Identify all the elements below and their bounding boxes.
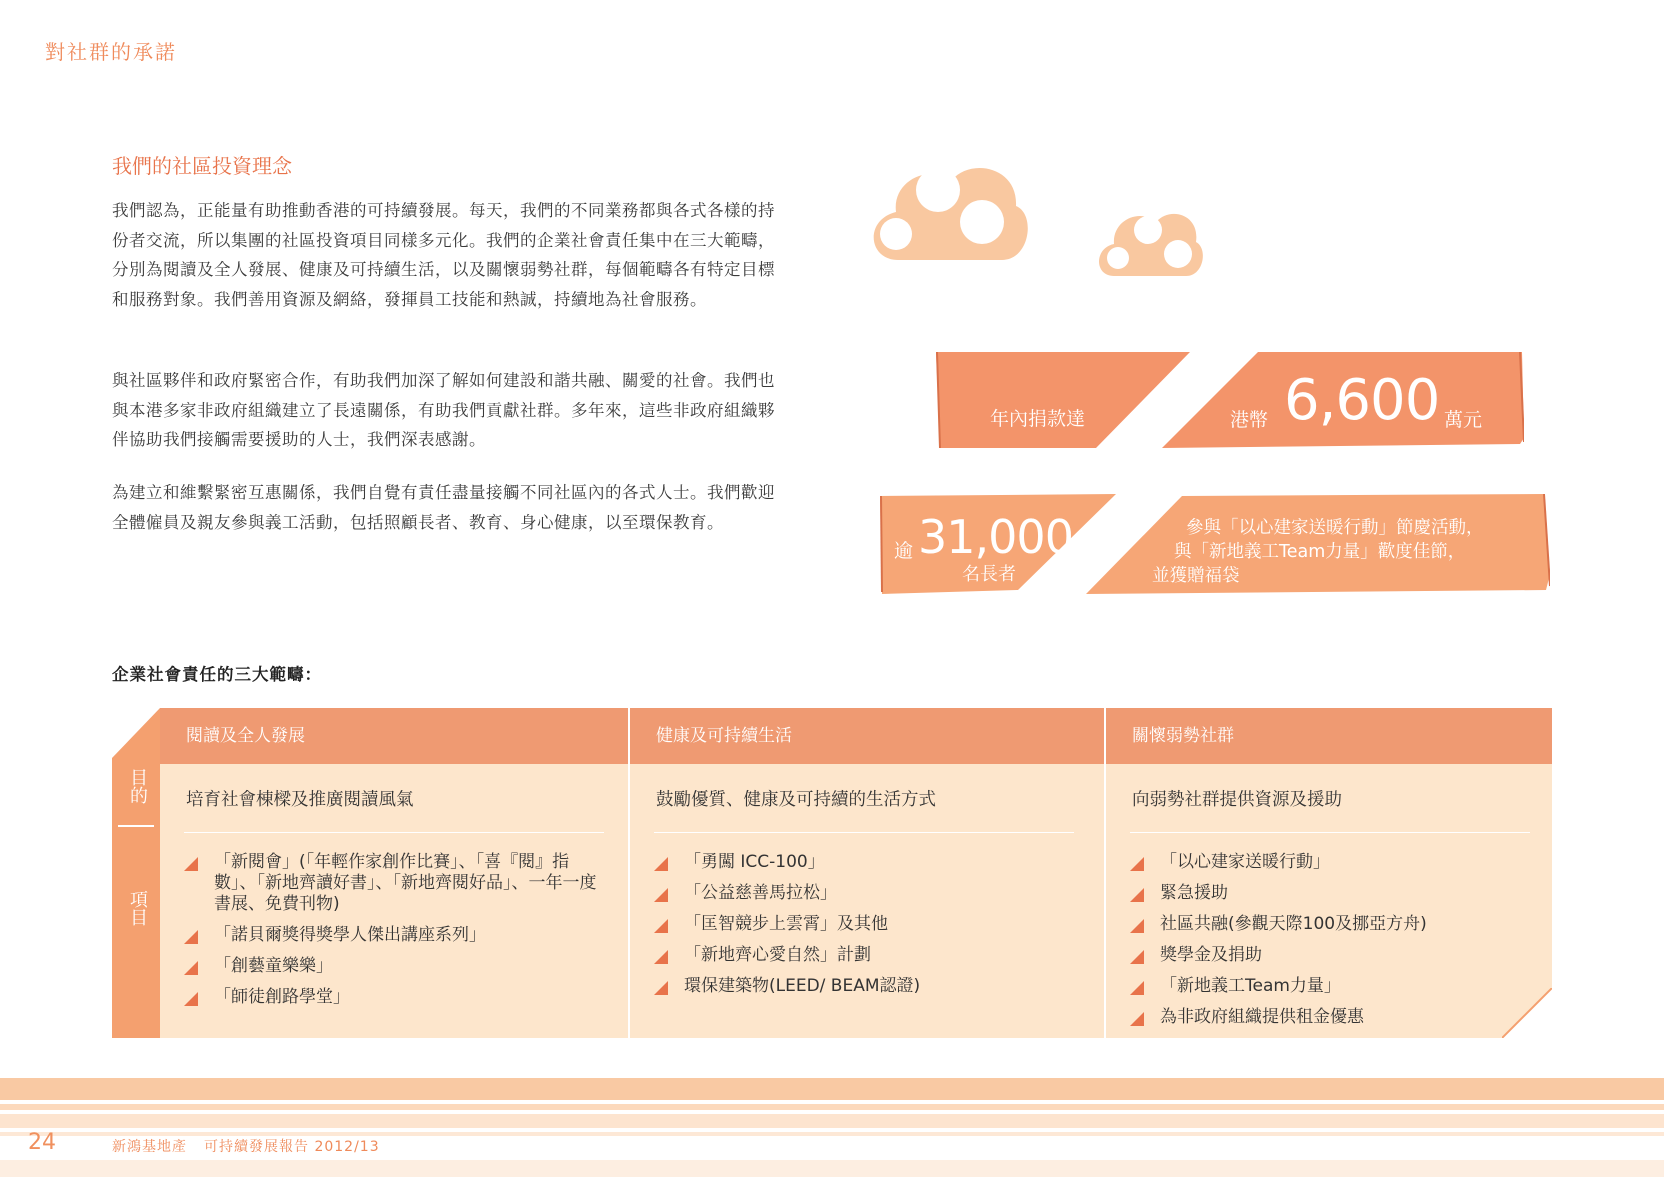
check-icon — [184, 857, 198, 871]
list-item: 社區共融(參觀天際100及挪亞方舟) — [1130, 914, 1540, 935]
check-icon — [654, 950, 668, 964]
column-purpose: 向弱勢社群提供資源及援助 — [1132, 790, 1342, 810]
footer-stripe — [0, 1078, 1664, 1100]
donation-prefix: 港幣 — [1230, 409, 1269, 431]
list-item: 「新地義工Team力量」 — [1130, 976, 1540, 997]
list-item: 「公益慈善馬拉松」 — [654, 883, 1074, 904]
side-label-strip — [112, 708, 160, 1038]
check-icon — [1130, 950, 1144, 964]
list-item: 「師徒創路學堂」 — [184, 987, 604, 1008]
donation-suffix: 萬元 — [1444, 409, 1483, 431]
section-header: 對社群的承諾 — [45, 40, 177, 64]
column-title: 健康及可持續生活 — [656, 726, 792, 746]
column-purpose: 鼓勵優質、健康及可持續的生活方式 — [656, 790, 936, 810]
csr-heading: 企業社會責任的三大範疇： — [112, 665, 322, 684]
check-icon — [654, 888, 668, 902]
column-purpose: 培育社會棟樑及推廣閱讀風氣 — [186, 790, 414, 810]
check-icon — [184, 961, 198, 975]
check-icon — [184, 992, 198, 1006]
list-item: 緊急援助 — [1130, 883, 1540, 904]
intro-paragraph-1: 我們認為，正能量有助推動香港的可持續發展。每天，我們的不同業務都與各式各樣的持份者交流，所以集團的社區投資項目同樣多元化。我們的企業社會責任集中在三大範疇，分別為閱讀及全人發展、健康及可持續生活，以及關懷弱勢社群，每個範疇各有特定目標和服務對象。我們善用資源及網絡，發揮員工技能和熱誠，持續地為社會服務。 — [112, 201, 775, 309]
event-line-1: 參與「以心建家送暖行動」節慶活動， — [1186, 518, 1484, 538]
column-header-health — [630, 708, 1104, 764]
event-line-3: 並獲贈福袋 — [1152, 566, 1240, 586]
check-icon — [1130, 1012, 1144, 1026]
check-icon — [654, 981, 668, 995]
check-icon — [654, 857, 668, 871]
column-title: 閱讀及全人發展 — [186, 726, 305, 746]
check-icon — [1130, 981, 1144, 995]
folded-corner — [1502, 988, 1552, 1038]
footer-stripe — [0, 1114, 1664, 1128]
donation-value: 6,600 — [1284, 368, 1440, 433]
list-item: 「新閱會」(「年輕作家創作比賽」、「喜『閱』指數」、「新地齊讀好書」、「新地齊閱好品」、一年一度書展、免費刊物) — [184, 852, 604, 915]
intro-paragraph-3: 為建立和維繫緊密互惠關係，我們自覺有責任盡量接觸不同社區內的各式人士。我們歡迎全體僱員及親友參與義工活動，包括照顧長者、教育、身心健康，以至環保教育。 — [112, 483, 775, 532]
donation-label-banner — [936, 352, 1190, 448]
column-body-reading — [160, 764, 628, 1038]
elderly-prefix: 逾 — [894, 540, 914, 562]
check-icon — [1130, 919, 1144, 933]
check-icon — [1130, 857, 1144, 871]
event-line-2: 與「新地義工Team力量」歡度佳節， — [1174, 542, 1466, 562]
check-icon — [1130, 888, 1144, 902]
side-label-projects: 項目 — [127, 890, 148, 926]
page-number: 24 — [28, 1130, 56, 1155]
list-item: 為非政府組織提供租金優惠 — [1130, 1007, 1540, 1028]
divider — [654, 832, 1074, 833]
list-item: 「創藝童樂樂」 — [184, 956, 604, 977]
cloud-small-icon — [1096, 206, 1206, 282]
column-header-caring — [1106, 708, 1552, 764]
column-title: 關懷弱勢社群 — [1132, 726, 1234, 746]
csr-table — [112, 708, 1552, 1038]
footer-stripe — [0, 1104, 1664, 1110]
intro-title: 我們的社區投資理念 — [112, 154, 292, 178]
footer-company: 新鴻基地產 — [112, 1139, 187, 1155]
footer-stripe — [0, 1160, 1664, 1177]
list-item: 「以心建家送暖行動」 — [1130, 852, 1540, 873]
intro-paragraph-2: 與社區夥伴和政府緊密合作，有助我們加深了解如何建設和諧共融、關愛的社會。我們也與本港多家非政府組織建立了長遠關係，有助我們貢獻社群。多年來，這些非政府組織夥伴協助我們接觸需要援助的人士，我們深表感謝。 — [112, 371, 775, 449]
column-body-caring — [1106, 764, 1552, 1038]
project-list — [1130, 852, 1540, 1038]
column-header-reading — [160, 708, 628, 764]
project-list — [184, 852, 604, 1018]
footer-report: 可持續發展報告 2012/13 — [204, 1139, 380, 1155]
list-item: 環保建築物(LEED/ BEAM認證) — [654, 976, 1074, 997]
list-item: 「匡智競步上雲霄」及其他 — [654, 914, 1074, 935]
list-item: 「新地齊心愛自然」計劃 — [654, 945, 1074, 966]
list-item: 獎學金及捐助 — [1130, 945, 1540, 966]
check-icon — [654, 919, 668, 933]
elderly-suffix: 名長者 — [962, 564, 1016, 585]
column-body-health — [630, 764, 1104, 1038]
check-icon — [184, 930, 198, 944]
donation-label: 年內捐款達 — [990, 408, 1086, 430]
divider — [184, 832, 604, 833]
cloud-large-icon — [870, 160, 1030, 270]
side-label-purpose: 目的 — [127, 768, 148, 804]
divider — [1130, 832, 1530, 833]
list-item: 「勇闖 ICC-100」 — [654, 852, 1074, 873]
elderly-value: 31,000 — [918, 510, 1073, 564]
project-list — [654, 852, 1074, 1007]
list-item: 「諾貝爾獎得獎學人傑出講座系列」 — [184, 925, 604, 946]
